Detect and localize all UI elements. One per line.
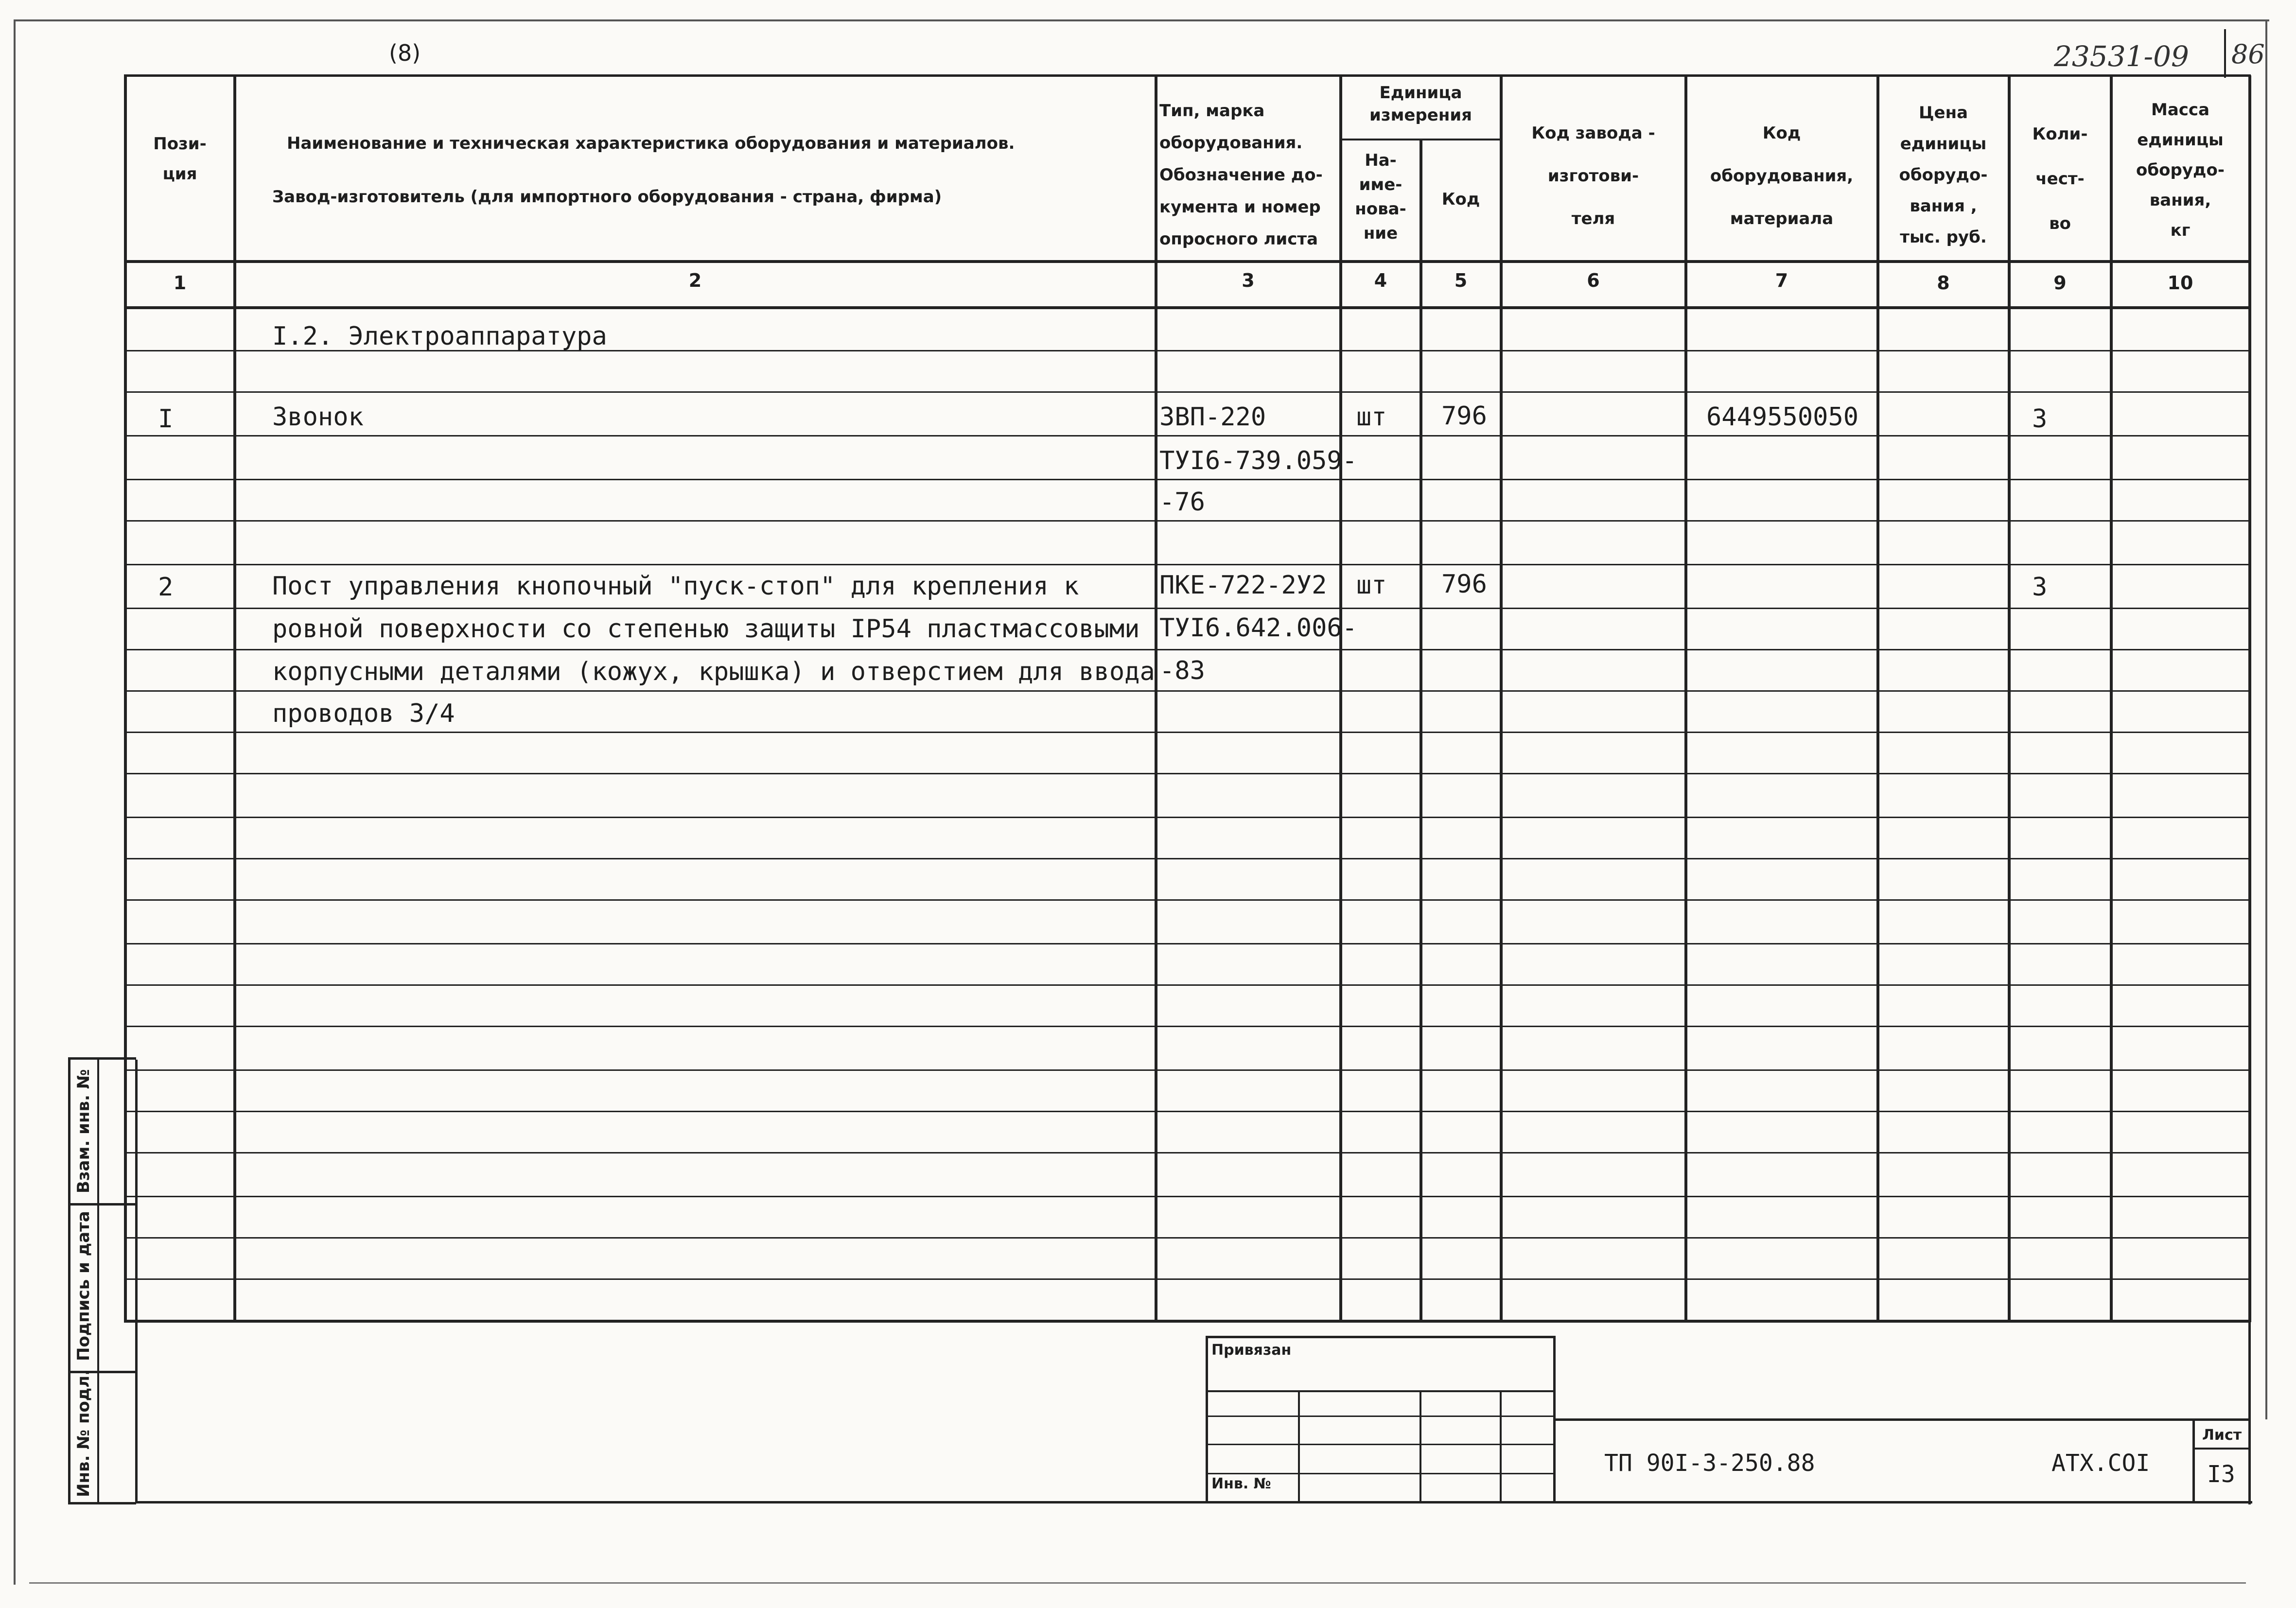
header-position: Пози- ция bbox=[153, 134, 207, 184]
frame-left bbox=[14, 19, 16, 1585]
frame-top bbox=[14, 19, 2269, 21]
column-number: 10 bbox=[2167, 272, 2193, 294]
doc-number-handwritten: 23531-09 bbox=[2054, 40, 2189, 73]
side-label-vzam: Взам. инв. № bbox=[74, 1069, 93, 1193]
page-corner-number: 86 bbox=[2231, 39, 2265, 70]
item-unit-code: 796 bbox=[1441, 402, 1487, 431]
frame-right bbox=[2265, 19, 2267, 1419]
top-label: (8) bbox=[389, 40, 421, 66]
header-price: Цена единицы оборудо- вания , тыс. руб. bbox=[1899, 103, 1988, 247]
bottom-frame-line bbox=[135, 1501, 2252, 1503]
stamp-doc-code: ТП 90I-3-250.88 bbox=[1604, 1450, 1815, 1477]
frame-bottom bbox=[29, 1582, 2246, 1584]
item-unit: шт bbox=[1356, 402, 1387, 432]
item-name: корпусными деталями (кожух, крышка) и отверстием для ввода bbox=[272, 657, 1155, 686]
header-unit-group: Единица измерения bbox=[1369, 83, 1472, 125]
header-mass: Масса единицы оборудо- вания, кг bbox=[2136, 100, 2225, 240]
side-label-podpis: Подпись и дата bbox=[74, 1211, 93, 1361]
stamp-sheet-code: АТХ.СОI bbox=[2051, 1450, 2150, 1477]
section-title: I.2. Электроаппаратура bbox=[272, 322, 607, 351]
stamp-inv-no: Инв. № bbox=[1211, 1475, 1271, 1492]
column-number: 2 bbox=[688, 270, 702, 291]
item-type: -83 bbox=[1159, 656, 1205, 685]
item-type: ЗВП-220 bbox=[1159, 402, 1266, 432]
stamp-list-label: Лист bbox=[2202, 1427, 2242, 1444]
corner-box-line bbox=[2224, 29, 2226, 78]
column-number: 4 bbox=[1374, 270, 1387, 291]
column-number: 6 bbox=[1587, 270, 1600, 291]
header-unit-name: На- име- нова- ние bbox=[1355, 151, 1406, 243]
item-type: ПКЕ-722-2У2 bbox=[1159, 571, 1327, 600]
item-position: 2 bbox=[158, 573, 174, 602]
right-bottom-line bbox=[2248, 1320, 2251, 1504]
item-qty: 3 bbox=[2032, 573, 2048, 602]
column-number: 5 bbox=[1454, 270, 1468, 291]
item-name: проводов 3/4 bbox=[272, 699, 455, 728]
side-label-inv: Инв. № подл. bbox=[74, 1369, 93, 1497]
item-equip-code: 6449550050 bbox=[1706, 402, 1859, 432]
header-maker-code: Код завода - изготови- теля bbox=[1531, 123, 1655, 228]
item-qty: 3 bbox=[2032, 404, 2048, 434]
stamp-list-number: I3 bbox=[2207, 1461, 2235, 1488]
item-unit: шт bbox=[1356, 571, 1387, 600]
header-type: Тип, марка оборудования. Обозначение до- кумента и номер опросного листа bbox=[1159, 101, 1323, 249]
item-type: ТУI6-739.059- bbox=[1159, 446, 1357, 475]
header-equip-code: Код оборудования, материала bbox=[1710, 123, 1854, 228]
item-unit-code: 796 bbox=[1441, 570, 1487, 599]
column-number: 9 bbox=[2053, 272, 2067, 294]
header-name: Наименование и техническая характеристика оборудования и материалов. Завод-изготовитель (для импортного оборудования - страна, фирма) bbox=[272, 134, 1015, 207]
column-number: 3 bbox=[1242, 270, 1255, 291]
item-type: -76 bbox=[1159, 488, 1205, 517]
header-qty: Коли- чест- во bbox=[2032, 124, 2088, 233]
item-name: ровной поверхности со степенью защиты IP54 пластмассовыми bbox=[272, 614, 1140, 644]
item-position: I bbox=[158, 404, 174, 434]
stamp-privyazan: Привязан bbox=[1211, 1342, 1292, 1359]
column-number: 8 bbox=[1937, 272, 1950, 294]
item-type: ТУI6.642.006- bbox=[1159, 613, 1357, 643]
column-number: 7 bbox=[1775, 270, 1788, 291]
item-name: Звонок bbox=[272, 402, 364, 432]
header-unit-code: Код bbox=[1441, 190, 1480, 209]
item-name: Пост управления кнопочный "пуск-стоп" для крепления к bbox=[272, 572, 1079, 601]
column-number: 1 bbox=[173, 272, 187, 294]
